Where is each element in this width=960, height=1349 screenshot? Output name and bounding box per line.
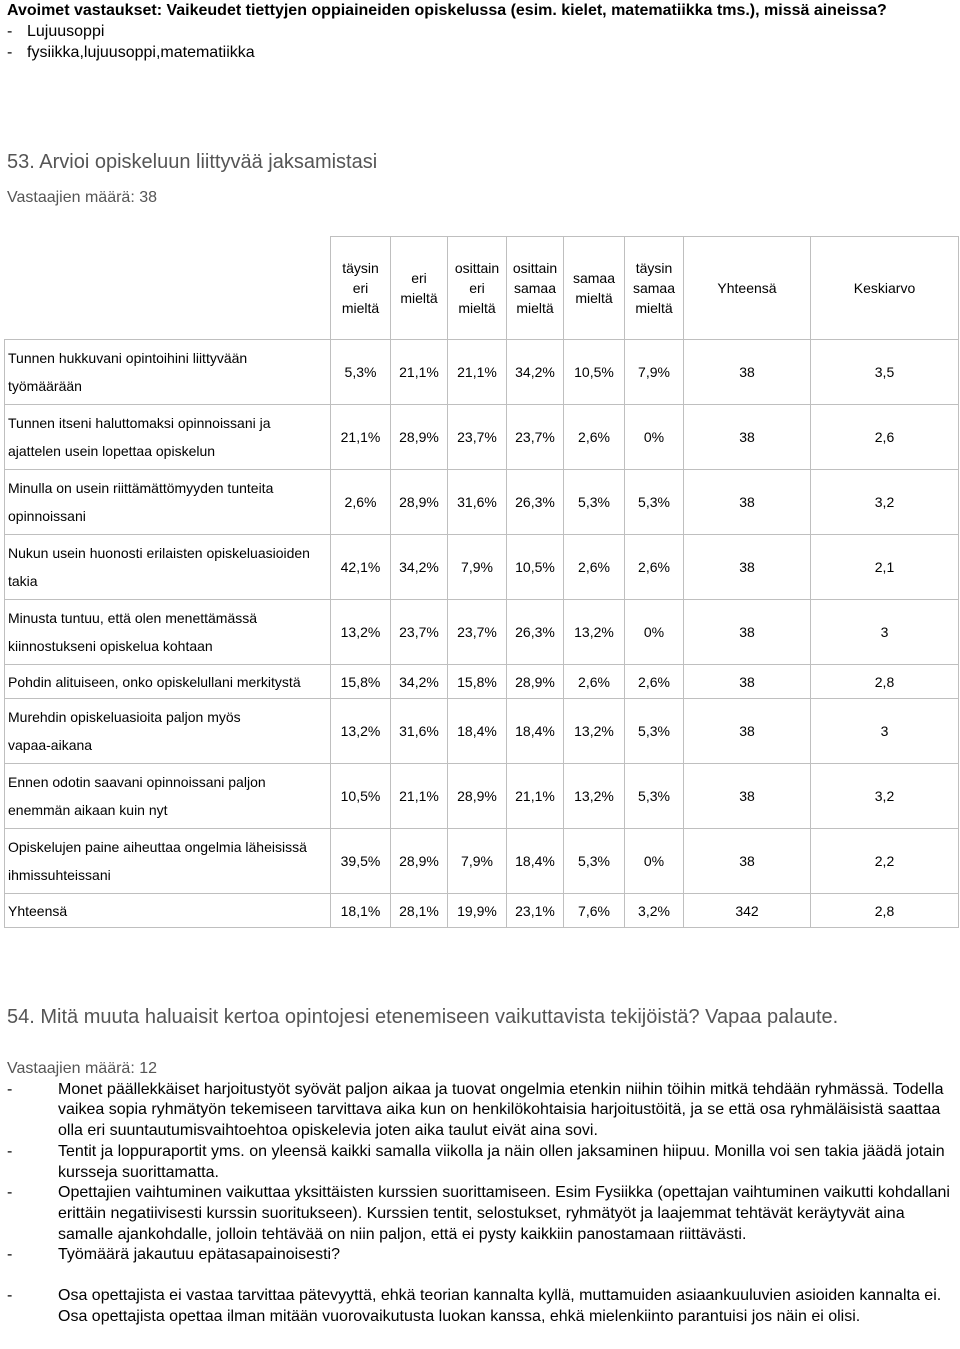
value-cell: 10,5%: [331, 764, 391, 829]
value-cell: 2,6%: [331, 470, 391, 535]
value-cell: 3,2: [811, 470, 959, 535]
value-cell: 21,1%: [507, 764, 564, 829]
table-row: [5, 535, 959, 600]
row-label: Tunnen itseni haluttomaksi opinnoissani ja ajattelen usein lopettaa opiskelun: [5, 405, 331, 470]
value-cell: 18,1%: [331, 894, 391, 928]
value-cell: 23,7%: [507, 405, 564, 470]
value-cell: 26,3%: [507, 600, 564, 665]
previous-question-section: [7, 0, 956, 63]
bullet-dash: -: [7, 44, 13, 61]
value-cell: 3: [811, 699, 959, 764]
value-cell: 13,2%: [564, 600, 625, 665]
column-header-average: Keskiarvo: [811, 237, 959, 340]
value-cell: 23,7%: [391, 600, 448, 665]
value-cell: 10,5%: [507, 535, 564, 600]
value-cell: 2,6: [811, 405, 959, 470]
value-cell: 5,3%: [564, 829, 625, 894]
table-row: [5, 665, 959, 699]
value-cell: 0%: [625, 405, 684, 470]
value-cell: 34,2%: [391, 535, 448, 600]
value-cell: 38: [684, 699, 811, 764]
answer-item: - Työmäärä jakautuu epätasapainoisesti?: [7, 1245, 954, 1266]
value-cell: 38: [684, 470, 811, 535]
answer-item: - Monet päällekkäiset harjoitustyöt syövät paljon aikaa ja tuovat ongelmia etenkin niihin töihin mitkä tehdään ryhmässä. Todella vaikea sopia ryhmätyön tekemiseen tarvittava aika kun on henkilökohtaisia harjoitustöitä, ja se että osa ryhmäläisistä saattaa olla eri suuntautumisvaihtoehtoa opiskelevia joten aika taulut eivät aina sovi.: [7, 1080, 944, 1140]
bullet-dash: -: [7, 1142, 13, 1160]
q54-respondent-count: Vastaajien määrä: 12: [7, 1060, 158, 1077]
value-cell: 13,2%: [331, 699, 391, 764]
value-cell: 38: [684, 600, 811, 665]
bullet-dash: -: [7, 23, 13, 40]
value-cell: 7,9%: [448, 535, 507, 600]
value-cell: 31,6%: [391, 699, 448, 764]
value-cell: 2,8: [811, 665, 959, 699]
column-header: osittain samaa mieltä: [507, 237, 564, 340]
value-cell: 18,4%: [448, 699, 507, 764]
value-cell: 5,3%: [564, 470, 625, 535]
row-label: Ennen odotin saavani opinnoissani paljon enemmän aikaan kuin nyt: [5, 764, 331, 829]
value-cell: 28,9%: [448, 764, 507, 829]
value-cell: 38: [684, 764, 811, 829]
value-cell: 21,1%: [448, 340, 507, 405]
value-cell: 2,6%: [564, 405, 625, 470]
value-cell: 2,2: [811, 829, 959, 894]
answer-item: - Opettajien vaihtuminen vaikuttaa yksittäisten kurssien suorittamiseen. Esim Fysiikka (opettajan vaihtuminen vaikutti kohdallani erittäin negatiivisesti kurssin suoritukseen). Kurssien tentit, selostukset, ryhmätyöt ja laajemmat tehtävät keräytyvät aina samalle ajankohdalle, jolloin tehtävää on niin paljon, että ei pysty kaikkiin panostamaan riittävästi.: [7, 1184, 950, 1243]
table-row: [5, 829, 959, 894]
value-cell: 2,1: [811, 535, 959, 600]
value-cell: 28,1%: [391, 894, 448, 928]
table-row: [5, 470, 959, 535]
value-cell: 23,1%: [507, 894, 564, 928]
value-cell: 7,9%: [625, 340, 684, 405]
value-cell: 39,5%: [331, 829, 391, 894]
column-header-total: Yhteensä: [684, 237, 811, 340]
answer-item: - Tentit ja loppuraportit yms. on yleensä kaikki samalla viikolla ja näin ollen jaksaminen hiipuu. Monilla voi sen takia jäädä jotain kursseja suorittamatta.: [7, 1142, 945, 1181]
bullet-dash: -: [7, 1080, 13, 1098]
value-cell: 28,9%: [391, 470, 448, 535]
value-cell: 7,9%: [448, 829, 507, 894]
value-cell: 34,2%: [391, 665, 448, 699]
table-row: [5, 699, 959, 764]
previous-answers-list: [7, 21, 956, 63]
value-cell: 5,3%: [625, 764, 684, 829]
value-cell: 13,2%: [564, 699, 625, 764]
table-row: [5, 340, 959, 405]
row-label: Pohdin alituiseen, onko opiskelullani merkitystä: [5, 665, 331, 699]
value-cell: 0%: [625, 600, 684, 665]
value-cell: 7,6%: [564, 894, 625, 928]
q54-title: 54. Mitä muuta haluaisit kertoa opintojesi etenemiseen vaikuttavista tekijöistä? Vapaa palaute.: [7, 1006, 839, 1028]
column-header: osittain eri mieltä: [448, 237, 507, 340]
value-cell: 2,6%: [625, 665, 684, 699]
row-label: Tunnen hukkuvani opintoihini liittyvään työmäärään: [5, 340, 331, 405]
value-cell: 5,3%: [625, 470, 684, 535]
value-cell: 5,3%: [331, 340, 391, 405]
previous-question-title: Avoimet vastaukset: Vaikeudet tiettyjen oppiaineiden opiskelussa (esim. kielet, matematiikka tms.), missä aineissa?: [7, 2, 887, 19]
row-label: Murehdin opiskeluasioita paljon myös vapaa-aikana: [5, 699, 331, 764]
header-empty-cell: [5, 237, 331, 340]
table-row: [5, 600, 959, 665]
value-cell: 3,2%: [625, 894, 684, 928]
table-row: [5, 405, 959, 470]
value-cell: 15,8%: [331, 665, 391, 699]
q53-respondent-count: Vastaajien määrä: 38: [7, 189, 158, 206]
table-total-row: [5, 894, 959, 928]
value-cell: 28,9%: [391, 405, 448, 470]
value-cell: 2,6%: [564, 665, 625, 699]
q54-section: [7, 1006, 956, 1029]
value-cell: 5,3%: [625, 699, 684, 764]
value-cell: 42,1%: [331, 535, 391, 600]
value-cell: 3,5: [811, 340, 959, 405]
value-cell: 18,4%: [507, 699, 564, 764]
value-cell: 342: [684, 894, 811, 928]
answer-item: - Osa opettajista ei vastaa tarvittaa pätevyyttä, ehkä teorian kannalta kyllä, muttamuiden asiaankuuluvien asioiden kannalta ei. Osa opettajista opettaa ilman mitään vuorovaikutusta luokan kanssa, ehkä mielenkiinto parantuisi jos näin ei olisi.: [7, 1287, 942, 1325]
value-cell: 38: [684, 340, 811, 405]
column-header: täysin eri mieltä: [331, 237, 391, 340]
value-cell: 21,1%: [391, 764, 448, 829]
row-label: Minulla on usein riittämättömyyden tunteita opinnoissani: [5, 470, 331, 535]
total-label: Yhteensä: [5, 894, 331, 928]
value-cell: 19,9%: [448, 894, 507, 928]
q53-title: 53. Arvioi opiskeluun liittyvää jaksamistasi: [7, 151, 378, 173]
previous-answer: - fysiikka,lujuusoppi,matematiikka: [7, 44, 255, 61]
value-cell: 21,1%: [331, 405, 391, 470]
column-header: eri mieltä: [391, 237, 448, 340]
spacer: [7, 1266, 954, 1286]
row-label: Nukun usein huonosti erilaisten opiskeluasioiden takia: [5, 535, 331, 600]
value-cell: 38: [684, 535, 811, 600]
bullet-dash: -: [7, 1246, 13, 1264]
value-cell: 23,7%: [448, 405, 507, 470]
table-header-row: [5, 237, 959, 340]
column-header: täysin samaa mieltä: [625, 237, 684, 340]
value-cell: 0%: [625, 829, 684, 894]
value-cell: 21,1%: [391, 340, 448, 405]
value-cell: 38: [684, 665, 811, 699]
value-cell: 38: [684, 405, 811, 470]
value-cell: 28,9%: [507, 665, 564, 699]
value-cell: 3: [811, 600, 959, 665]
value-cell: 31,6%: [448, 470, 507, 535]
table-row: [5, 764, 959, 829]
value-cell: 3,2: [811, 764, 959, 829]
value-cell: 26,3%: [507, 470, 564, 535]
value-cell: 18,4%: [507, 829, 564, 894]
bullet-dash: -: [7, 1184, 13, 1202]
value-cell: 2,8: [811, 894, 959, 928]
q53-results-table: [4, 236, 959, 928]
q54-answers: [7, 1059, 954, 1327]
value-cell: 34,2%: [507, 340, 564, 405]
column-header: samaa mieltä: [564, 237, 625, 340]
value-cell: 13,2%: [564, 764, 625, 829]
bullet-dash: -: [7, 1287, 13, 1305]
value-cell: 15,8%: [448, 665, 507, 699]
row-label: Minusta tuntuu, että olen menettämässä kiinnostukseni opiskelua kohtaan: [5, 600, 331, 665]
value-cell: 28,9%: [391, 829, 448, 894]
value-cell: 38: [684, 829, 811, 894]
value-cell: 2,6%: [625, 535, 684, 600]
value-cell: 13,2%: [331, 600, 391, 665]
previous-answer: - Lujuusoppi: [7, 23, 105, 40]
value-cell: 23,7%: [448, 600, 507, 665]
value-cell: 2,6%: [564, 535, 625, 600]
row-label: Opiskelujen paine aiheuttaa ongelmia läheisissä ihmissuhteissani: [5, 829, 331, 894]
value-cell: 10,5%: [564, 340, 625, 405]
